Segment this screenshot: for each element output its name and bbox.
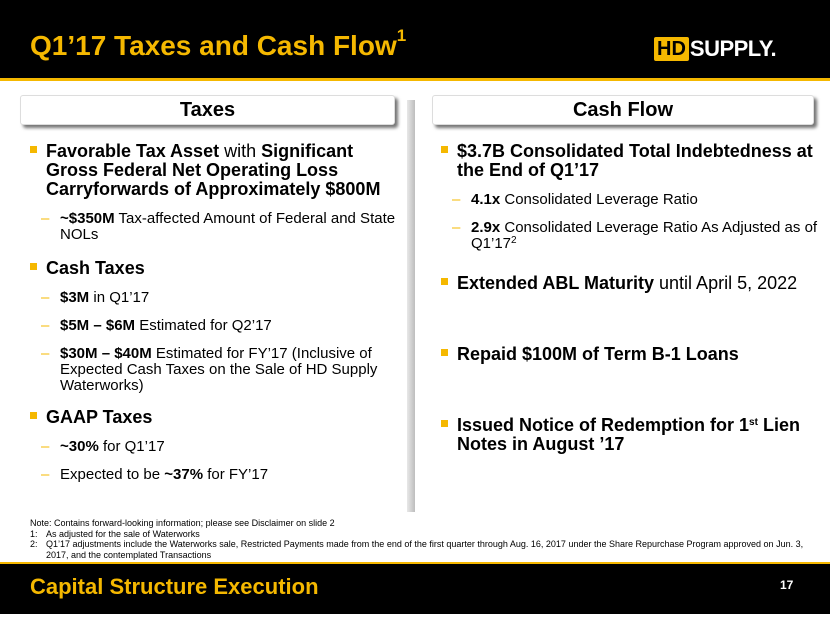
- bullet-cash-taxes: Cash Taxes: [30, 259, 402, 278]
- bullet-total-indebtedness: $3.7B Consolidated Total Indebtedness at the End of Q1’17: [441, 142, 821, 180]
- bullet-square-icon: [441, 420, 448, 427]
- dash-icon: –: [41, 317, 50, 334]
- dash-icon: –: [41, 438, 50, 455]
- bullet-gaap-taxes: GAAP Taxes: [30, 408, 402, 427]
- logo-wordmark: SUPPLY.: [689, 36, 777, 61]
- dash-icon: –: [452, 191, 461, 208]
- header-accent-rule: [0, 78, 830, 81]
- ordinal-suffix: st: [749, 417, 758, 428]
- taxes-column: [30, 142, 402, 483]
- footnote-ref: 2: [511, 235, 517, 246]
- dash-icon: –: [41, 345, 50, 362]
- dash-icon: –: [41, 466, 50, 483]
- bullet-square-icon: [30, 146, 37, 153]
- bullet-tax-asset: Favorable Tax Asset with Significant Gross Federal Net Operating Loss Carryforwards of Approximately $800M: [30, 142, 402, 199]
- cash-flow-column: [441, 142, 821, 454]
- bullet-square-icon: [441, 349, 448, 356]
- dash-icon: –: [41, 289, 50, 306]
- sub-bullet-cash-q2: – $5M – $6M Estimated for Q2’17: [41, 317, 272, 334]
- sub-bullet-cash-fy: – $30M – $40M Estimated for FY’17 (Inclusive of Expected Cash Taxes on the Sale of HD Supply Waterworks): [41, 345, 378, 394]
- bullet-abl-maturity: Extended ABL Maturity until April 5, 2022: [441, 274, 821, 293]
- sub-bullet-gaap-fy: – Expected to be ~37% for FY’17: [41, 466, 269, 483]
- sub-bullet-nols: – ~$350M Tax-affected Amount of Federal and State NOLs: [41, 210, 396, 243]
- bullet-repaid-loans: Repaid $100M of Term B-1 Loans: [441, 345, 821, 364]
- sub-bullet-cash-q1: – $3M in Q1’17: [41, 289, 150, 306]
- bullet-square-icon: [441, 146, 448, 153]
- page-number: 17: [780, 578, 794, 592]
- footnote-2: 2: Q1’17 adjustments include the Waterworks sale, Restricted Payments made from the end of the first quarter through Aug. 16, 2017 under the Share Repurchase Program approved on Jun. 3, 2017, and the contemplated Transactions: [30, 539, 804, 560]
- sub-bullet-leverage-ratio: – 4.1x Consolidated Leverage Ratio: [452, 191, 698, 208]
- bullet-square-icon: [30, 412, 37, 419]
- footnotes: [30, 518, 820, 560]
- title-footnote-ref: 1: [396, 26, 407, 45]
- bullet-square-icon: [441, 278, 448, 285]
- bullet-redemption-notice: Issued Notice of Redemption for 1st Lien Notes in August ’17: [441, 416, 821, 454]
- page-title: Q1’17 Taxes and Cash Flow$^1$: [30, 26, 407, 61]
- column-divider: [407, 100, 415, 512]
- section-title: Capital Structure Execution: [30, 574, 319, 599]
- cash-flow-heading: Cash Flow: [432, 95, 814, 125]
- sub-bullet-gaap-q1: – ~30% for Q1’17: [41, 438, 165, 455]
- footnote-1: 1: As adjusted for the sale of Waterworks: [30, 528, 200, 539]
- dash-icon: –: [452, 219, 461, 236]
- bullet-square-icon: [30, 263, 37, 270]
- dash-icon: –: [41, 210, 50, 227]
- footer-accent-rule: [0, 562, 830, 564]
- forward-looking-note: Note: Contains forward-looking information; please see Disclaimer on slide 2: [30, 518, 335, 528]
- taxes-heading: Taxes: [20, 95, 395, 125]
- hd-supply-logo: [654, 37, 776, 61]
- sub-bullet-adjusted-leverage: – 2.9x Consolidated Leverage Ratio As Adjusted as of $Q1’17^2$: [452, 219, 818, 252]
- logo-hd-mark: HD: [654, 37, 689, 61]
